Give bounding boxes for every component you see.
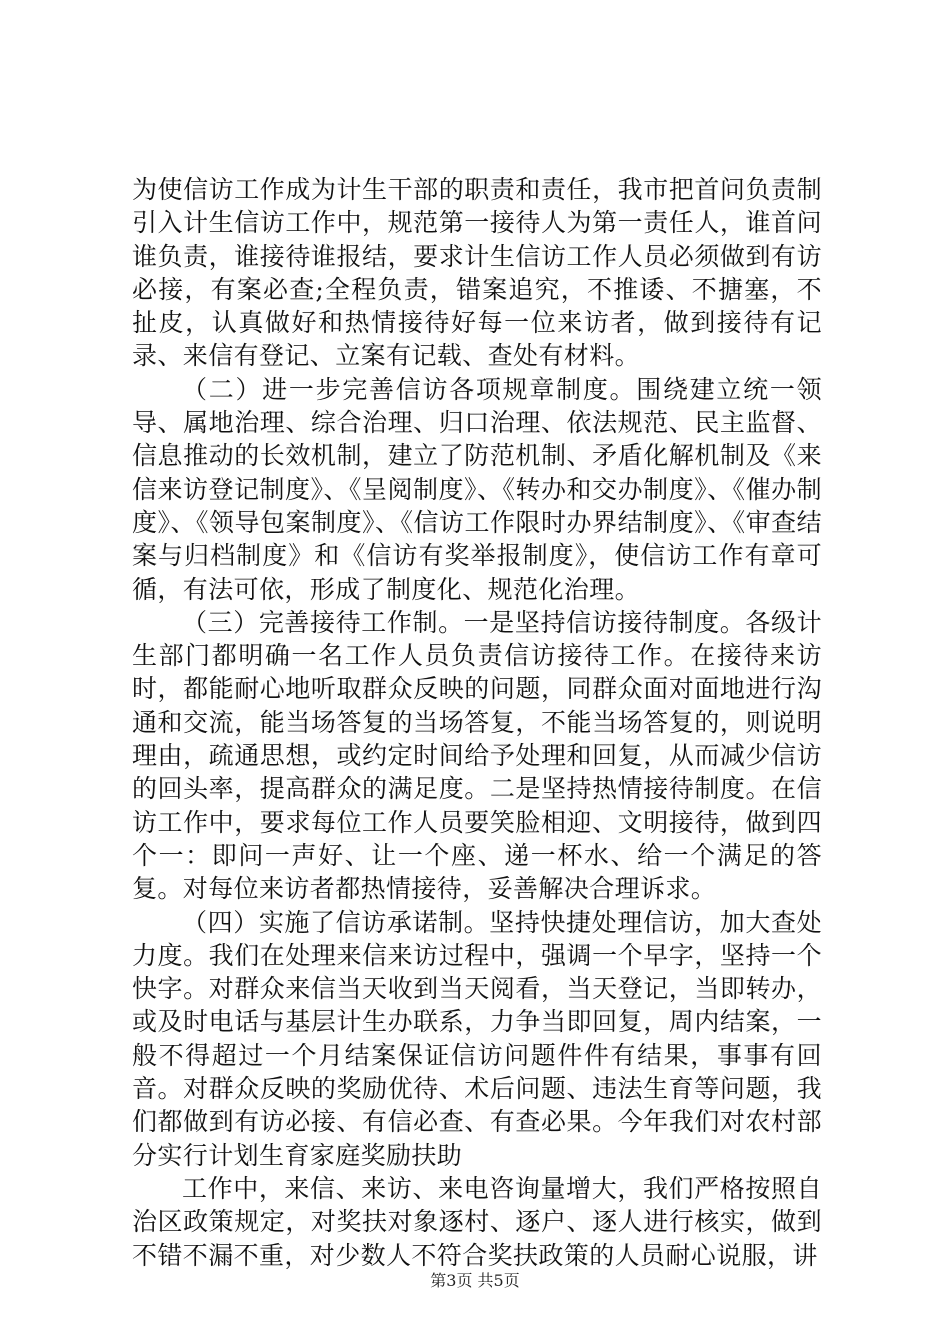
paragraph-4: （四）实施了信访承诺制。坚持快捷处理信访，加大查处力度。我们在处理来信来访过程中，强调一个早字，坚持一个快字。对群众来信当天收到当天阅看，当天登记，当即转办，或及时电话与基层计生办联系，力争当即回复，周内结案，一般不得超过一个月结案保证信访问题件件有结果，事事有回音。对群众反映的奖励优待、术后问题、违法生育等问题，我们都做到有访必接、有信必查、有查必果。今年我们对农村部分实行计划生育家庭奖励扶助 — [132, 907, 822, 1170]
document-body — [132, 173, 822, 1272]
page-number-footer: 第3页 共5页 — [430, 1271, 520, 1290]
paragraph-3: （三）完善接待工作制。一是坚持信访接待制度。各级计生部门都明确一名工作人员负责信访接待工作。在接待来访时，都能耐心地听取群众反映的问题，同群众面对面地进行沟通和交流，能当场答复的当场答复，不能当场答复的，则说明理由，疏通思想，或约定时间给予处理和回复，从而减少信访的回头率，提高群众的满足度。二是坚持热情接待制度。在信访工作中，要求每位工作人员要笑脸相迎、文明接待，做到四个一：即问一声好、让一个座、递一杯水、给一个满足的答复。对每位来访者都热情接待，妥善解决合理诉求。 — [132, 607, 822, 904]
paragraph-2: （二）进一步完善信访各项规章制度。围绕建立统一领导、属地治理、综合治理、归口治理、依法规范、民主监督、信息推动的长效机制，建立了防范机制、矛盾化解机制及《来信来访登记制度》、《呈阅制度》、《转办和交办制度》、《催办制度》、《领导包案制度》、《信访工作限时办界结制度》、《审查结案与归档制度》和《信访有奖举报制度》，使信访工作有章可循，有法可依，形成了制度化、规范化治理。 — [132, 374, 822, 604]
paragraph-5: 工作中，来信、来访、来电咨询量增大，我们严格按照自治区政策规定，对奖扶对象逐村、逐户、逐人进行核实，做到不错不漏不重，对少数人不符合奖扶政策的人员耐心说服，讲 — [132, 1173, 822, 1270]
paragraph-1: 为使信访工作成为计生干部的职责和责任，我市把首问负责制引入计生信访工作中，规范第一接待人为第一责任人，谁首问谁负责，谁接待谁报结，要求计生信访工作人员必须做到有访必接，有案必查;全程负责，错案追究，不推诿、不搪塞，不扯皮，认真做好和热情接待好每一位来访者，做到接待有记录、来信有登记、立案有记载、查处有材料。 — [132, 175, 822, 371]
